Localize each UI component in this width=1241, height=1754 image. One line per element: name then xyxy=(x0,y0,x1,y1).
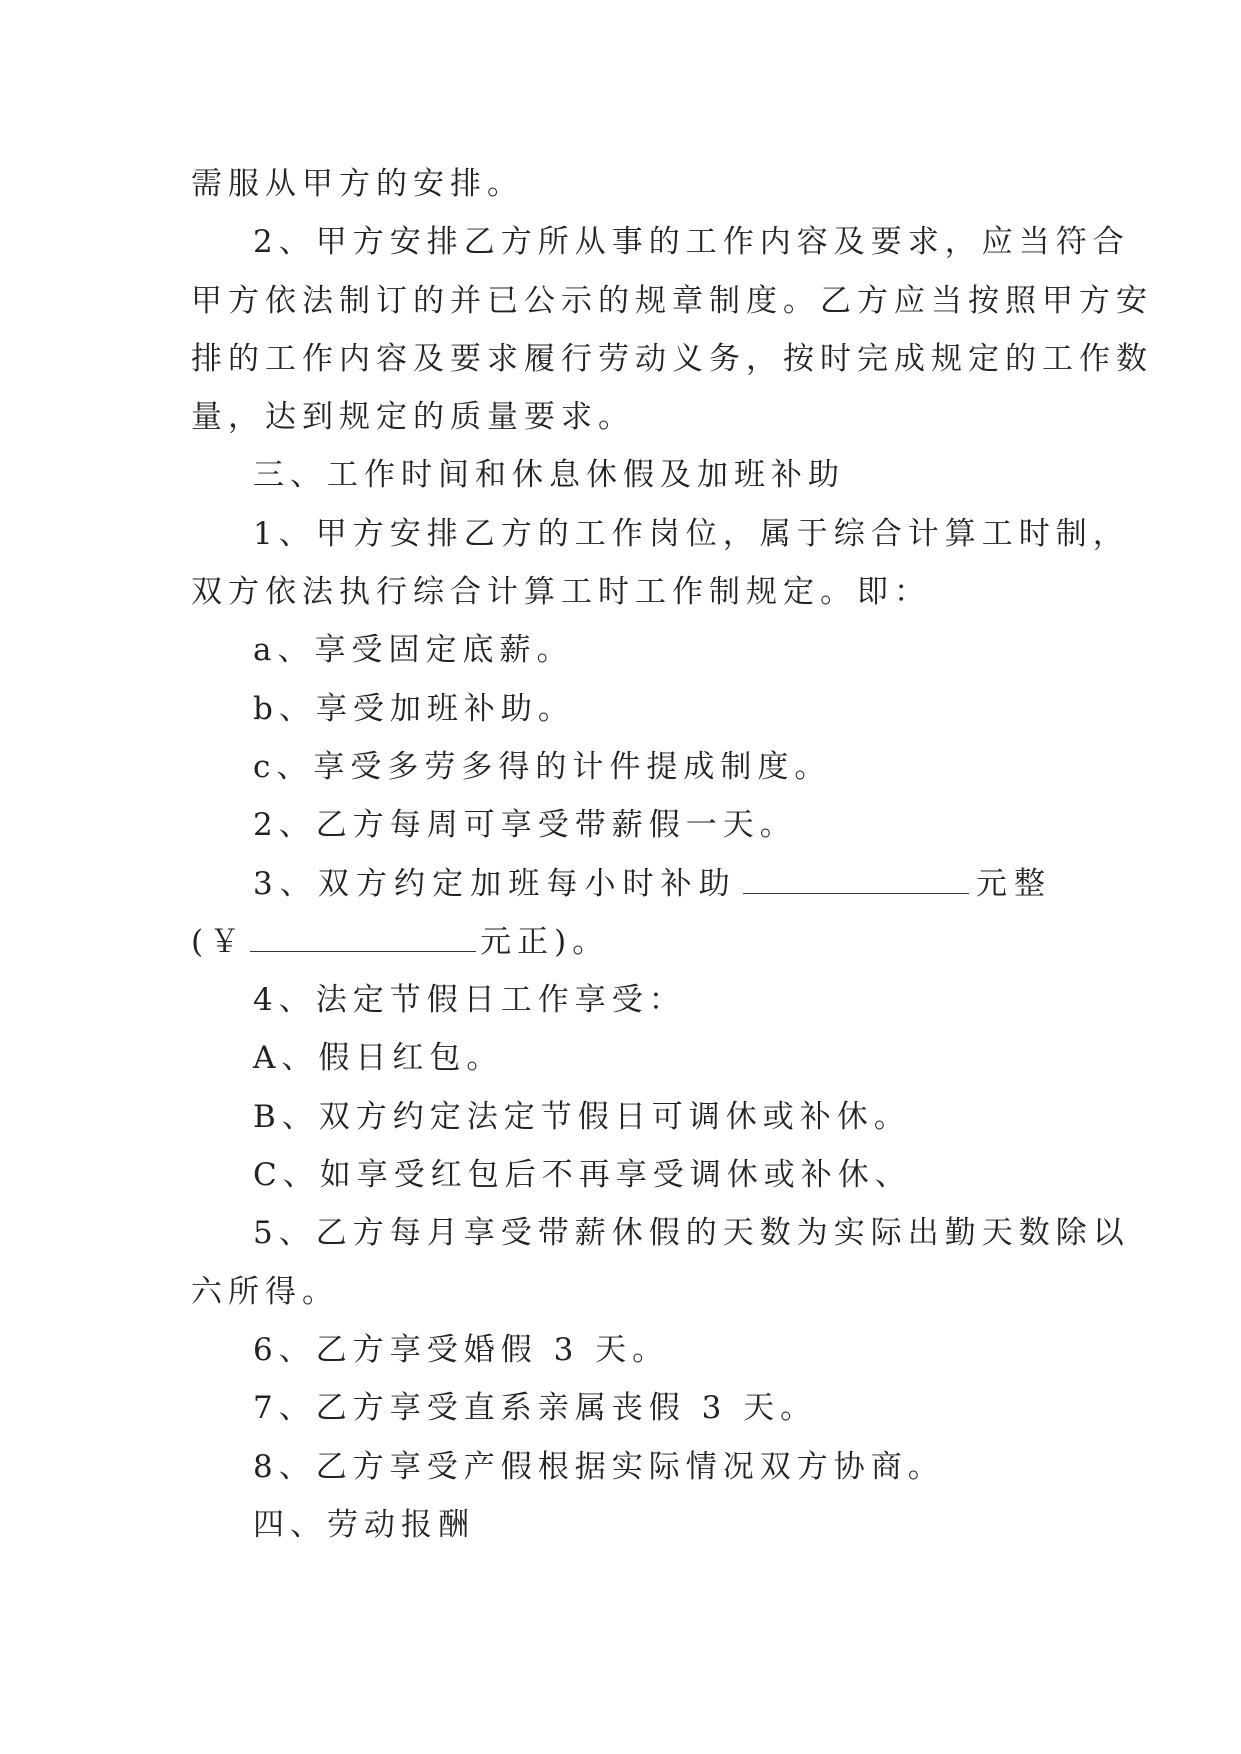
text-line: 1、甲方安排乙方的工作岗位，属于综合计算工时制， xyxy=(253,515,1130,552)
text-line: 甲方依法制订的并已公示的规章制度。乙方应当按照甲方安 xyxy=(191,282,1153,319)
text-line: 2、乙方每周可享受带薪假一天。 xyxy=(253,807,797,844)
text-fragment: 元整 xyxy=(974,865,1051,902)
text-fragment: 元正)。 xyxy=(480,923,610,960)
text-line: 7、乙方享受直系亲属丧假 3 天。 xyxy=(253,1390,818,1427)
document-body xyxy=(191,155,1153,1554)
text-line: 双方依法执行综合计算工时工作制规定。即： xyxy=(191,574,931,611)
text-fragment: (￥ xyxy=(191,923,247,960)
text-line: B、双方约定法定节假日可调休或补休。 xyxy=(253,1098,911,1135)
text-line: C、如享受红包后不再享受调休或补休、 xyxy=(253,1157,912,1194)
text-line: 六所得。 xyxy=(191,1273,339,1310)
text-line-with-blank xyxy=(191,855,1051,913)
text-line: A、假日红包。 xyxy=(253,1040,504,1077)
section-heading: 三、工作时间和休息休假及加班补助 xyxy=(253,457,845,494)
text-line: 量，达到规定的质量要求。 xyxy=(191,399,635,436)
section-heading: 四、劳动报酬 xyxy=(253,1506,475,1543)
fill-in-blank xyxy=(250,941,476,952)
text-line: c、享受多劳多得的计件提成制度。 xyxy=(253,748,832,785)
text-line: 6、乙方享受婚假 3 天。 xyxy=(253,1331,670,1368)
text-line: 2、甲方安排乙方所从事的工作内容及要求，应当符合 xyxy=(253,224,1130,261)
text-line-with-blank xyxy=(191,913,1051,971)
text-line: 5、乙方每月享受带薪休假的天数为实际出勤天数除以 xyxy=(253,1215,1130,1252)
text-fragment: 3、双方约定加班每小时补助 xyxy=(253,865,737,902)
text-line: a、享受固定底薪。 xyxy=(253,632,574,669)
text-line: b、享受加班补助。 xyxy=(253,690,575,727)
text-line: 8、乙方享受产假根据实际情况双方协商。 xyxy=(253,1448,945,1485)
text-line: 4、法定节假日工作享受： xyxy=(253,982,686,1019)
fill-in-blank xyxy=(743,883,969,894)
text-line: 排的工作内容及要求履行劳动义务，按时完成规定的工作数 xyxy=(191,340,1153,377)
text-line: 需服从甲方的安排。 xyxy=(191,166,524,202)
